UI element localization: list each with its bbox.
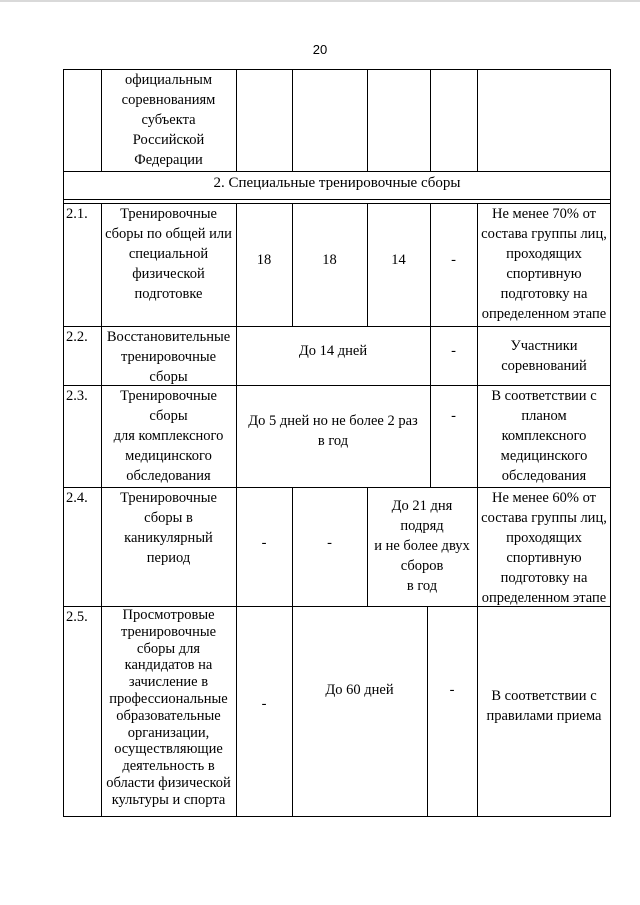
value-cell: 18 [256,252,272,268]
col-line [430,69,431,171]
row-note: Не менее 60% от состава группы лиц, проходящих спортивную подготовку на определенном этапе [481,490,607,606]
row-line [63,199,611,200]
row-number: 2.3. [66,388,88,404]
col-line [477,69,478,171]
table-border-bottom [63,816,611,817]
value-cell: - [449,682,455,698]
value-cell: - [451,343,456,359]
col-line [292,606,293,816]
value-cell: - [451,252,456,268]
row-line [63,171,611,172]
row-number: 2.4. [66,490,88,506]
col-line [292,69,293,171]
col-line [236,69,237,171]
continued-row-name: официальным соревнованиям субъекта Российской Федерации [121,72,216,168]
value-cell: - [327,535,332,551]
value-cell: 14 [391,252,406,268]
page-number: 20 [312,42,328,57]
merged-value-cell: До 14 дней [298,343,368,359]
row-note: В соответствии с правилами приема [486,688,602,724]
col-line [367,69,368,171]
merged-value-cell: До 21 дня подряд и не более двух сборов в год [374,498,470,594]
row-name: Тренировочные сборы в каникулярный период [120,490,217,566]
row-name: Просмотровые тренировочные сборы для кандидатов на зачисление в профессиональные образовательные организации, осуществляющие деятельность в области физической культуры и спорта [106,607,231,808]
merged-value-cell: До 60 дней [325,682,394,698]
col-line [427,606,428,816]
row-note: Не менее 70% от состава группы лиц, проходящих спортивную подготовку на определенном этапе [481,206,607,322]
value-cell: - [261,696,267,712]
value-cell: 18 [322,252,337,268]
section-heading: 2. Специальные тренировочные сборы [213,175,461,191]
row-number: 2.1. [66,206,88,222]
row-name: Тренировочные сборы по общей или специальной физической подготовке [105,206,232,302]
value-cell: - [451,408,456,424]
merged-value-cell: До 5 дней но не более 2 раз в год [248,413,418,449]
row-note: В соответствии с планом комплексного медицинского обследования [491,388,597,484]
row-note: Участники соревнований [501,338,587,374]
row-number: 2.5. [66,609,88,625]
row-name: Восстановительные тренировочные сборы [106,329,231,385]
value-cell: - [261,535,267,551]
row-number: 2.2. [66,329,88,345]
row-name: Тренировочные сборы для комплексного медицинского обследования [113,388,224,484]
